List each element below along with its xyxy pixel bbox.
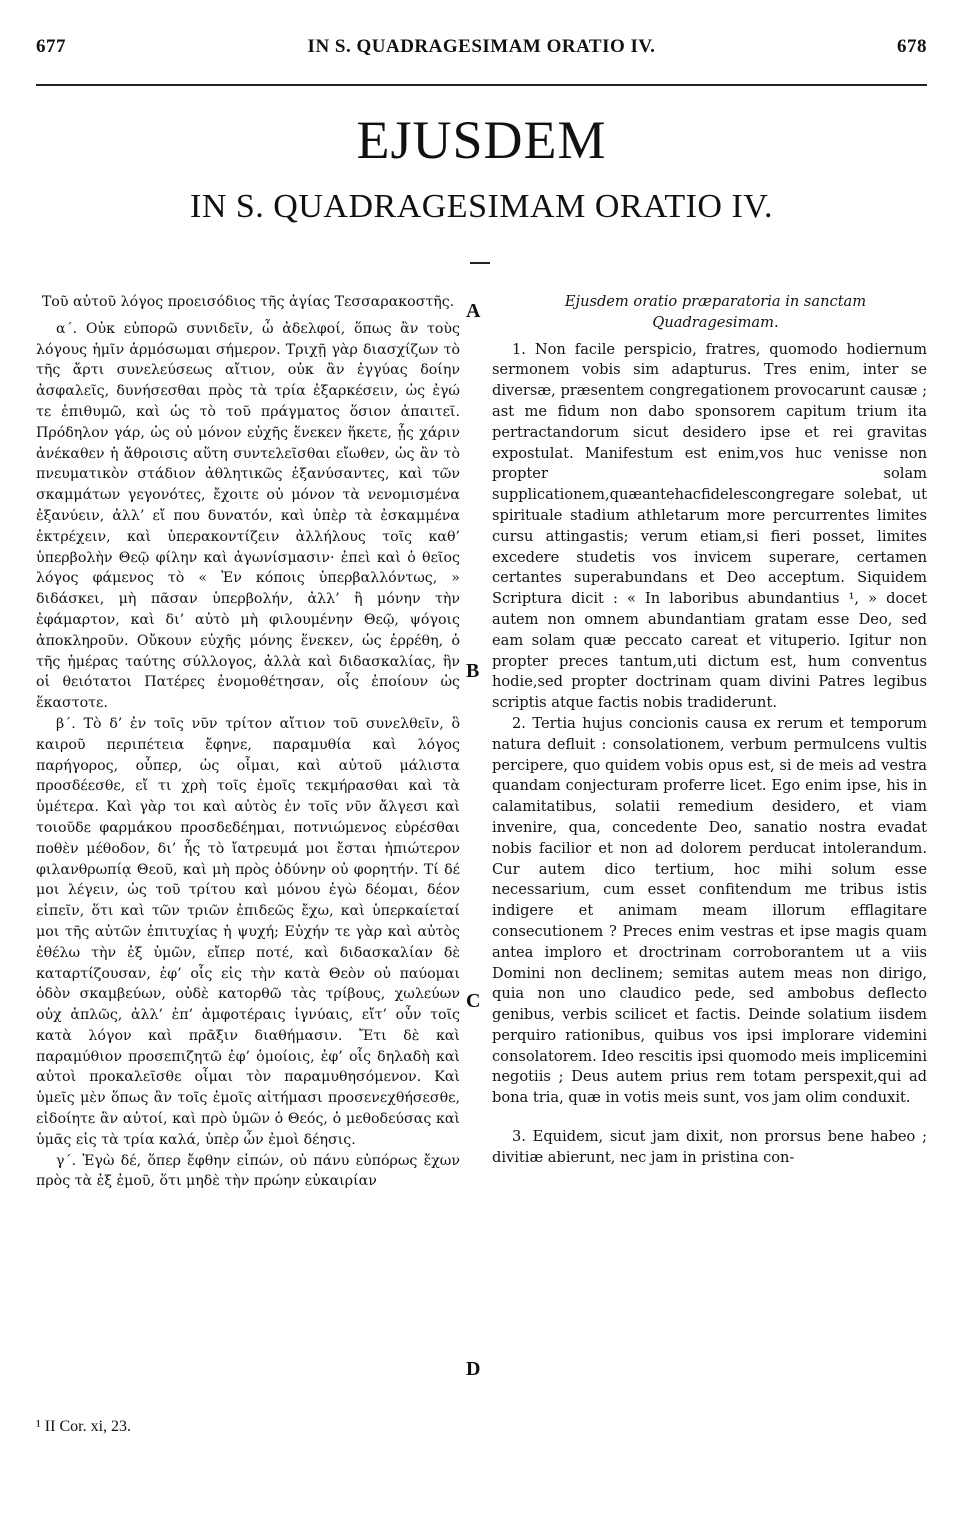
margin-letter-b: B <box>466 660 480 682</box>
latin-paragraph-2: 2. Tertia hujus concionis causa ex rerum et temporum natura defluit : consolationem, verbum permulcens vultis percipere, quo quidem vobis opus est, si de meis ad vestra quandam conjecturam proferre licet. Ego enim ipse, his in calamitatibus, solatii remedium desidero, et viam invenire, qua, concedente Deo, sanatio nostra evadat nobis facilior et non ad dolorem perducat intolerandum. Cur autem dico tertium, hoc mihi solum esse necessarium, cum esset confitendum me tribus istis indigere et animam meam illorum efflagitare consecutionem ? Preces enim vestras et ipse magis quam antea imploro et droctrinam corroborantem ut a viis Domini non declinem; semitas autem meas non dirigo, quia non uno claudico pede, sed ambobus deflecto genibus, verbis scilicet et factis. Deinde solatium iisdem perquiro rationibus, quibus vos ipsi implorare videmini consolatorem. Ideo rescitis ipsi quomodo meis implicemini negotiis ; Deus autem prius rem totam perspexit,qui ad bona tria, quæ in votis meis sunt, vos jam olim conduxit. <box>492 714 927 1107</box>
latin-paragraph-3: 3. Equidem, sicut jam dixit, non prorsus bene habeo ; divitiæ abierunt, nec jam in pristina con- <box>492 1128 927 1166</box>
margin-letter-a: A <box>466 300 481 322</box>
latin-paragraph-1: 1. Non facile perspicio, fratres, quomodo hodiernum sermonem vobis sim adapturus. Tres enim, inter se diversæ, præsentem congregationem provocarunt causæ ; ast me fidum non dabo sponsorem capitum trium ita pertractandorum sicut desidero ipse et rei gravitas expostulat. Manifestum est enim,vos huc venisse non propter solam supplicationem,quæantehacfidelescongregare solebat, ut spirituale stadium athletarum more percurrentes limites cursu attingastis; verum etiam,si fieri posset, limites excedere studetis vos invicem superare, certamen certantes superabundans et Deo acceptum. Siquidem Scriptura dicit : « In laboribus abundantius ¹, » docet autem non omnem abundantiam gratam esse Deo, sed eam solam quæ peccato careat et vituperio. Igitur non propter preces tantum,uti dictum est, hum conventus hodie,sed propter doctrinam quam divini Patres legibus scriptis atque factis nobis tradiderunt. <box>492 340 927 712</box>
page-number-right: 678 <box>897 36 927 57</box>
footnote: ¹ II Cor. xi, 23. <box>36 1418 132 1435</box>
greek-heading: Τοῦ αὐτοῦ λόγος προεισόδιος τῆς ἁγίας Τεσσαρακοστῆς. <box>41 294 455 310</box>
header-rule <box>36 84 927 86</box>
page-subtitle: IN S. QUADRAGESIMAM ORATIO IV. <box>190 188 773 225</box>
greek-paragraph-2: β΄. Τὸ δ’ ἐν τοῖς νῦν τρίτον αἴτιον τοῦ συνελθεῖν, ὃ καιροῦ περιπέτεια ἔφηνε, παραμυθία καὶ λόγος παρήγορος, οὗπερ, ὡς οἶμαι, καὶ αὐτοῦ μάλιστα προσδέεσθε, εἴ τι χρὴ τοῖς ἐμοῖς τεκμήρασθαι καὶ τὰ ὑμέτερα. Καὶ γὰρ τοι καὶ αὐτὸς ἐν τοῖς νῦν ἄλγεσι καὶ τοιοῦδε φαρμάκου προσδεδέημαι, ποτνιώμενος εὑρέσθαι ποθὲν μέθοδον, δι’ ἧς τὸ ἴατρευμά μοι ἔσται ἠπιώτερον φιλανθρωπίᾳ Θεοῦ, καὶ μὴ πρὸς ὀδύνην οὐ φορητήν. Τί δέ μοι λέγειν, ὡς τοῦ τρίτου καὶ μόνου ἐγὼ δέομαι, δέον εἰπεῖν, ὅτι καὶ τῶν τριῶν ἐπιδεῶς ἔχω, καὶ ὑπερκαίεταί μοι τῆς αὐτῶν ἐπιτυχίας ἡ ψυχή; Εὐχήν τε γὰρ καὶ αὐτὸς ἐθέλω τὴν ἐξ ὑμῶν, εἴπερ ποτέ, καὶ διδασκαλίαν δὲ καταρτίζουσαν, ἐφ’ οἷς εἰς τὴν κατὰ Θεὸν οὐ παύομαι ὁδὸν σκαμβεύων, οὐδὲ κατορθῶ τὰς τρίβους, χωλεύων οὐχ ἁπλῶς, ἀλλ’ ἐπ’ ἀμφοτέραις ἰγνύαις, εἴτ’ οὖν τοῖς κατὰ λόγον καὶ πρᾶξιν διαθήμασιν. Ἔτι δὲ καὶ παραμύθιον προσεπιζητῶ ἐφ’ ὁμοίοις, ἐφ’ οἷς δηλαδὴ καὶ αὐτοὶ προκαλεῖσθε οἶμαι τὸν παραμυθησόμενον. Καὶ ὑμεῖς μὲν ὅπως ἂν τοῖς ἐμοῖς αἰτήμασι προσενεχθήσεσθε, εἰδοίητε ἂν αὐτοί, καὶ πρὸ ὑμῶν ὁ Θεός, ὁ μεθοδεύσας καὶ ὑμᾶς εἰς τὰ τρία καλά, ὑπὲρ ὧν ἐμοὶ δέησις. <box>36 715 460 1148</box>
greek-paragraph-1: α΄. Οὐκ εὐπορῶ συνιδεῖν, ὦ ἀδελφοί, ὅπως ἂν τοὺς λόγους ἡμῖν ἁρμόσωμαι σήμερον. Τριχῇ γὰρ διασχίζων τὸ τῆς ἄρτι συνελεύσεως αἴτιον, οὐκ ἂν ἐγγύας δοίην ἀσφαλεῖς, δυνήσεσθαι πρὸς τὰ τρία ἐξαρκέσειν, ὡς ἐγώ τε ἐπιθυμῶ, καὶ ὡς τὸ τοῦ πράγματος ὅσιον ἀπαιτεῖ. Πρόδηλον γάρ, ὡς οὐ μόνον εὐχῆς ἕνεκεν ἥκετε, ᾗς χάριν ἀνέκαθεν ἡ ἄθροισις αὕτη συντελεῖσθαι εἴωθεν, ὡς ἂν τὸ πνευματικὸν στάδιον ἀθλητικῶς ἐξανύσαντες, καὶ τῶν σκαμμάτων γεγονότες, ἔχοιτε οὐ μόνον τὰ νενομισμένα ἐξανύειν, ἀλλ’ εἴ που δυνατόν, καὶ ὑπὲρ τὰ ἐσκαμμένα ἐκτρέχειν, καὶ ὑπερακοντίζειν ἀλλήλους τοῖς καθ’ ὑπερβολὴν Θεῷ φίλην καὶ ἀγωνίσμασιν· ἐπεὶ καὶ ὁ θεῖος λόγος φάμενος τὸ « Ἐν κόποις ὑπερβαλλόντως, » διδάσκει, μὴ πᾶσαν ὑπερβολήν, ἀλλ’ ἢ μόνην τὴν ἐφάμαρτον, καὶ δι’ αὐτὸ μὴ φιλουμένην Θεῷ, ψόγοις ἀποκληροῦν. Οὔκουν εὐχῆς μόνης ἕνεκεν, ὡς ἐρρέθη, ὁ τῆς ἡμέρας ταύτης σύλλογος, ἀλλὰ καὶ διδασκαλίας, ἣν οἱ θειότατοι Πατέρες ἐνομοθέτησαν, οἷς ἐποίουν ὡς ἕκαστοτε. <box>36 320 460 712</box>
greek-column <box>36 292 460 1192</box>
margin-letter-c: C <box>466 990 481 1012</box>
title-divider <box>470 262 490 264</box>
running-head <box>36 36 927 60</box>
margin-letter-d: D <box>466 1358 481 1380</box>
page-number-left: 677 <box>36 36 66 57</box>
latin-heading: Ejusdem oratio præparatoria in sanctam Quadragesimam. <box>564 293 867 331</box>
greek-paragraph-3: γ΄. Ἐγὼ δέ, ὅπερ ἔφθην εἰπών, οὐ πάνυ εὐπόρως ἔχων πρὸς τὰ ἐξ ἐμοῦ, ὅτι μηδὲ τὴν πρώην εὐκαιρίαν <box>36 1152 460 1190</box>
page-title: EJUSDEM <box>356 110 607 170</box>
running-head-title: IN S. QUADRAGESIMAM ORATIO IV. <box>307 36 656 57</box>
latin-column <box>492 292 927 1169</box>
